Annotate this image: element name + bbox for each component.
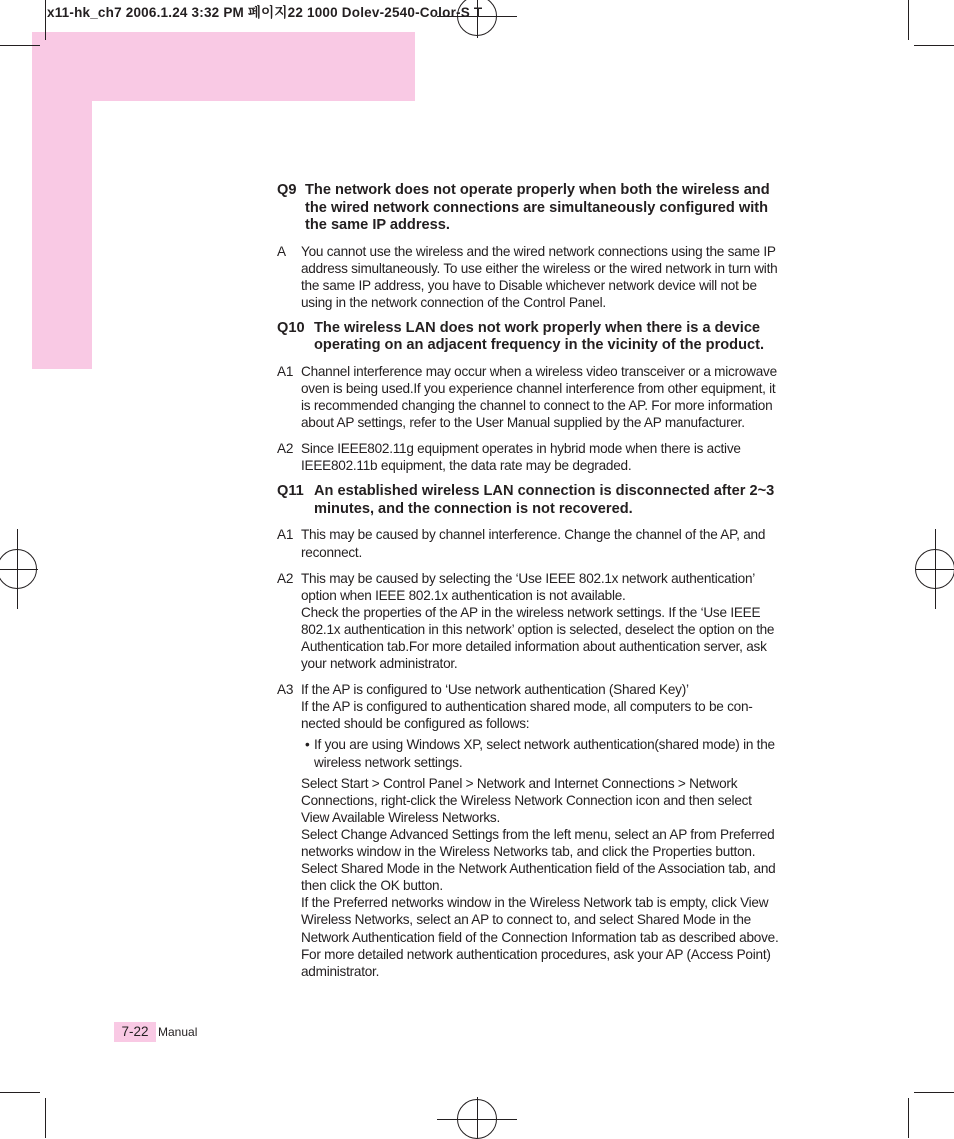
answer-q11-a2 <box>277 570 781 673</box>
crop-mark-tr-v <box>908 0 909 40</box>
question-number: Q11 <box>277 483 304 500</box>
answer-text: Channel interference may occur when a wireless video transceiver or a microwave oven is being used.If you experience channel interference from other equipment, it is recommended changing the channel to connect to the AP. For more information about AP settings, refer to the User Manual supplied by the AP manufacturer. <box>301 363 777 431</box>
answer-label: A2 <box>277 441 294 457</box>
question-q10 <box>277 320 781 355</box>
answer-text: If the AP is configured to authentication shared mode, all computers to be con-nected should be configured as follows: <box>301 699 753 732</box>
answer-label: A2 <box>277 570 294 586</box>
step-text: Select Shared Mode in the Network Authentication field of the Association tab, and then click the OK button. <box>301 861 776 894</box>
answer-label: A1 <box>277 527 294 543</box>
answer-text: If the AP is configured to ‘Use network authentication (Shared Key)’ <box>301 682 689 698</box>
answer-text: You cannot use the wireless and the wired network connections using the same IP address simultaneously. To use either the wireless or the wired network in turn with the same IP address, you have to Disable whichever network device will not be using in the network connection of the Control Panel. <box>301 243 778 310</box>
bullet-item <box>301 736 781 770</box>
answer-q11-a1 <box>277 526 781 560</box>
question-text: The network does not operate properly when both the wireless and the wired network connections are simultaneously configured with the same IP address. <box>305 182 770 233</box>
page-number: 7-22 <box>121 1024 149 1039</box>
answer-label: A3 <box>277 682 294 698</box>
answer-text: This may be caused by selecting the ‘Use IEEE 802.1x network authentication’ option when IEEE 802.1x authentication is not available. <box>301 570 755 603</box>
crop-mark-tl-h <box>0 45 40 46</box>
step-text: If the Preferred networks window in the Wireless Network tab is empty, click View Wireless Networks, select an AP to connect to, and select Shared Mode in the Network Authentication field of the Connection Information tab as described above. For more detailed network authentication procedures, ask your AP (Access Point) administrator. <box>301 895 779 979</box>
question-number: Q10 <box>277 319 305 336</box>
crop-mark-bl-v <box>45 1098 46 1138</box>
pink-top-band <box>32 32 415 101</box>
step-text: Select Start > Control Panel > Network and Internet Connections > Network Connections, right-click the Wireless Network Connection icon and then select View Available Wireless Networks. <box>301 775 752 825</box>
print-slug-line: x11-hk_ch7 2006.1.24 3:32 PM 페이지22 1000 Dolev-2540-Color-S T <box>47 5 483 20</box>
question-text: An established wireless LAN connection is disconnected after 2~3 minutes, and the connection is not recovered. <box>314 483 775 517</box>
answer-text: Check the properties of the AP in the wireless network settings. If the ‘Use IEEE 802.1x authentication in this network’ option is selected, deselect the option on the Authentication tab.For more detailed information about authentication server, ask your network administrator. <box>301 604 775 672</box>
bullet-text: If you are using Windows XP, select network authentication(shared mode) in the wireless network settings. <box>314 737 775 770</box>
crop-mark-br-v <box>908 1098 909 1138</box>
registration-mark-left-v <box>17 529 18 609</box>
question-number: Q9 <box>277 182 297 198</box>
registration-mark-left-h <box>0 569 38 570</box>
crop-mark-tl-v <box>45 0 46 40</box>
crop-mark-tr-h <box>914 45 954 46</box>
crop-mark-bl-h <box>0 1092 40 1093</box>
bullet-mark: • <box>305 737 310 753</box>
footer-label: Manual <box>158 1025 198 1039</box>
step-text: Select Change Advanced Settings from the left menu, select an AP from Preferred networks window in the Wireless Networks tab, and click the Properties button. <box>301 826 775 860</box>
registration-mark-bottom-v <box>477 1097 478 1138</box>
answer-text: This may be caused by channel interference. Change the channel of the AP, and reconnect. <box>301 527 766 560</box>
answer-label: A <box>277 243 286 259</box>
answer-q9 <box>277 243 781 311</box>
faq-content <box>277 182 781 989</box>
question-text: The wireless LAN does not work properly when there is a device operating on an adjacent frequency in the vicinity of the product. <box>314 319 765 354</box>
answer-q10-a2 <box>277 440 781 474</box>
registration-mark-right-v <box>935 529 936 609</box>
answer-q11-a3 <box>277 681 781 980</box>
crop-mark-br-h <box>914 1092 954 1093</box>
question-q9 <box>277 182 781 235</box>
pink-side-band <box>32 101 92 369</box>
answer-label: A1 <box>277 363 294 379</box>
answer-q10-a1 <box>277 363 781 431</box>
answer-text: Since IEEE802.11g equipment operates in hybrid mode when there is active IEEE802.11b equipment, the data rate may be degraded. <box>301 441 741 474</box>
question-q11 <box>277 483 781 518</box>
